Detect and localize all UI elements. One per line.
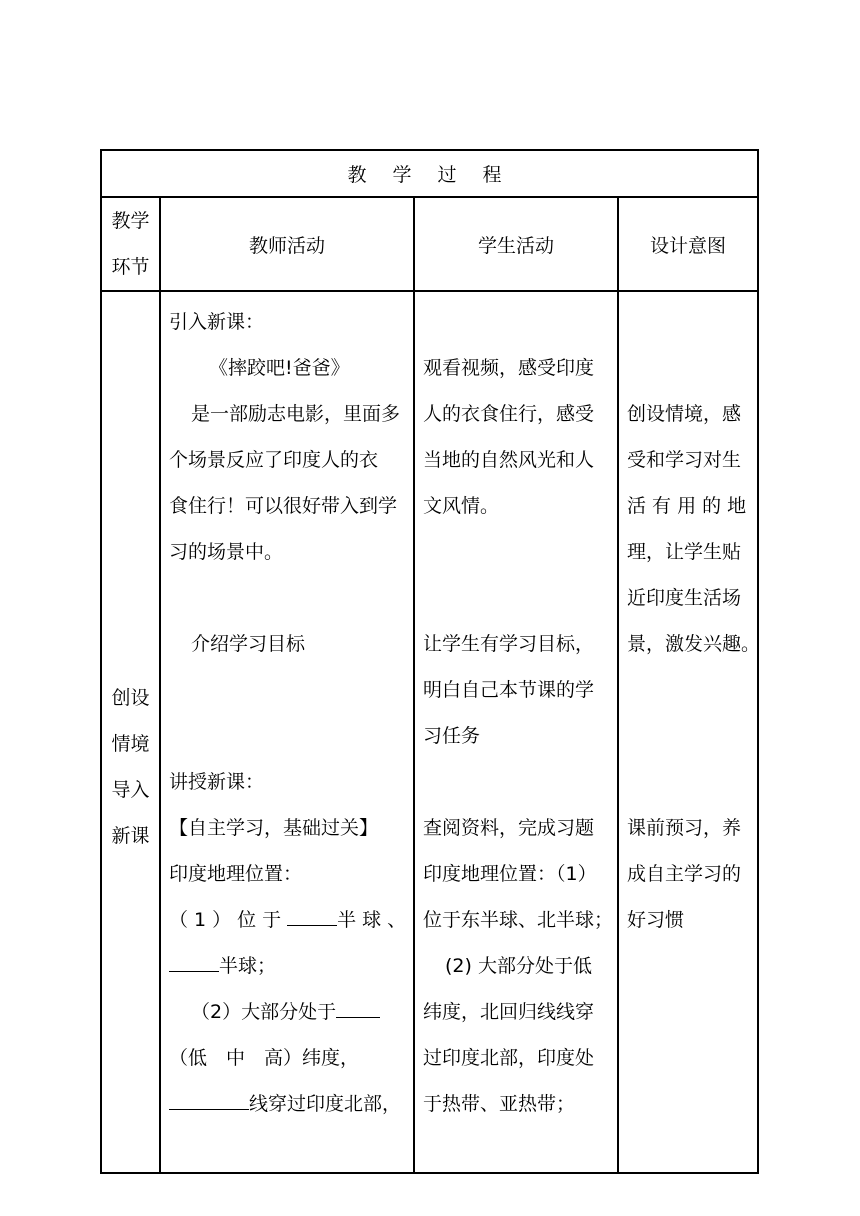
design-line: 活 有 用 的 地 (627, 495, 747, 517)
design-line: 近印度生活场 (627, 587, 742, 609)
student-line: 文风情。 (423, 495, 500, 517)
teacher-line (169, 897, 413, 943)
student-line: 习任务 (423, 725, 481, 747)
body-row (101, 291, 758, 1173)
student-line: 查阅资料，完成习题 (423, 817, 595, 839)
teacher-line: 《摔跤吧!爸爸》 (209, 357, 350, 379)
student-line: 让学生有学习目标， (423, 633, 595, 655)
header-stage (101, 197, 160, 291)
design-intent-cell (618, 291, 761, 1173)
teacher-line (169, 989, 407, 1035)
teacher-line: （低 中 高）纬度， (169, 1047, 360, 1069)
teacher-text: （1）位于 (169, 909, 288, 931)
spacer (169, 667, 407, 713)
spacer (169, 713, 407, 759)
stage-line: 导入 (111, 779, 150, 801)
stage-line: 新课 (111, 825, 150, 847)
student-line: 观看视频，感受印度 (423, 357, 595, 379)
title-row (101, 150, 758, 197)
lesson-table (100, 149, 759, 1174)
teacher-line: 个场景反应了印度人的衣 (169, 449, 379, 471)
student-line: 人的衣食住行，感受 (423, 403, 595, 425)
header-row (101, 197, 758, 291)
student-line: (2) 大部分处于低 (445, 955, 592, 977)
spacer (627, 759, 751, 805)
teacher-text: （2）大部分处于 (191, 1001, 337, 1023)
teacher-line: 引入新课： (169, 311, 265, 333)
teacher-text: 半球； (219, 955, 277, 977)
fill-blank (169, 1087, 249, 1110)
header-student: 学生活动 (414, 197, 618, 291)
table-title: 教 学 过 程 (101, 150, 758, 197)
teacher-line (169, 1081, 407, 1127)
design-line: 课前预习，养 (627, 817, 742, 839)
spacer (423, 575, 611, 621)
teacher-text: 线穿过印度北部， (249, 1093, 402, 1115)
student-line: 过印度北部，印度处 (423, 1047, 595, 1069)
student-line: 当地的自然风光和人 (423, 449, 595, 471)
student-line: 于热带、亚热带； (423, 1093, 576, 1115)
student-activity-cell (414, 291, 618, 1173)
spacer (423, 299, 611, 345)
header-design: 设计意图 (618, 197, 758, 291)
spacer (169, 575, 407, 621)
design-line: 景，激发兴趣。 (627, 633, 761, 655)
design-line: 创设情境，感 (627, 403, 742, 425)
teacher-line: 【自主学习，基础过关】 (169, 817, 379, 839)
stage-cell (101, 291, 160, 1173)
fill-blank (287, 903, 337, 926)
teacher-line: 食住行！可以很好带入到学 (169, 495, 398, 517)
teacher-line: 是一部励志电影，里面多 (191, 403, 401, 425)
stage-line: 创设 (111, 687, 150, 709)
fill-blank (169, 949, 219, 972)
fill-blank (336, 995, 380, 1018)
design-line: 理，让学生贴 (627, 541, 742, 563)
spacer (627, 713, 751, 759)
spacer (627, 299, 751, 345)
student-line: 印度地理位置：（1） (423, 863, 597, 885)
header-teacher: 教师活动 (160, 197, 414, 291)
design-line: 受和学习对生 (627, 449, 742, 471)
teacher-line: 讲授新课： (169, 771, 265, 793)
header-stage-line: 环节 (111, 256, 150, 278)
teacher-line: 介绍学习目标 (191, 633, 306, 655)
student-line: 位于东半球、北半球； (423, 909, 614, 931)
design-line: 好习惯 (627, 909, 685, 931)
spacer (627, 667, 751, 713)
student-line: 纬度，北回归线线穿 (423, 1001, 595, 1023)
teacher-line (169, 943, 407, 989)
teacher-activity-cell (160, 291, 414, 1173)
teacher-line: 习的场景中。 (169, 541, 284, 563)
spacer (423, 529, 611, 575)
student-line: 明白自己本节课的学 (423, 679, 595, 701)
header-stage-line: 教学 (111, 210, 150, 232)
teacher-text: 半球、 (337, 909, 413, 931)
stage-line: 情境 (111, 733, 150, 755)
design-line: 成自主学习的 (627, 863, 742, 885)
teacher-line: 印度地理位置： (169, 863, 303, 885)
spacer (423, 759, 611, 805)
spacer (627, 345, 751, 391)
